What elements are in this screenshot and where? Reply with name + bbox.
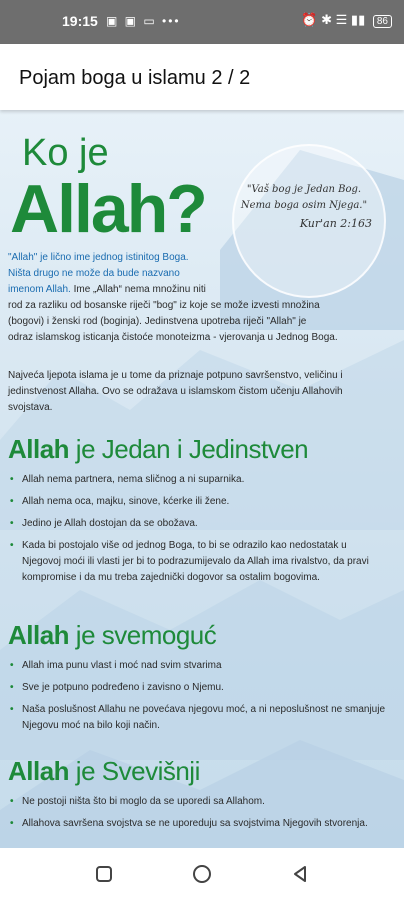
section-heading-rest: je Jedan i Jedinstven [69,434,309,464]
heading-allah: Allah? [10,171,206,247]
system-icons [301,12,392,28]
section-heading-jedan [8,434,308,465]
intro-text-6: odraz islamskog isticanja čistoće monoteizma - vjerovanja u Jednog Boga. [8,332,338,343]
section-heading-bold: Allah [8,756,70,786]
section-heading-bold: Allah [8,434,70,464]
section-list-svevisnji [8,794,388,838]
home-circle-icon[interactable] [190,862,214,886]
battery-icon: 86 [373,15,392,28]
beauty-paragraph: Najveća ljepota islama je u tome da priznaje potpuno savršenstvo, veličinu i jedinstvenost Allaha. Ovo se odražava u islamskom čistom učenju Allahovih svojstava. [8,370,343,413]
intro-paragraph [8,250,392,346]
heading-ko-je: Ko je [22,132,109,174]
list-item: • Allahova savršena svojstva se ne uporeduju sa svojstvima Njegovih stvorenja. [8,816,388,832]
status-time: 19:15 [62,13,98,29]
notification-icons: ▣ ▣ ▭ ••• [106,14,181,28]
back-triangle-icon[interactable] [288,862,312,886]
list-item: • Allah nema oca, majku, sinove, kćerke ili žene. [8,494,388,510]
intro-highlight-2: Ništa drugo ne može da bude nazvano [8,268,180,279]
quran-quote [236,182,372,232]
section-heading-rest: je Svevišnji [69,756,200,786]
recent-apps-square-icon[interactable] [92,862,116,886]
navigation-bar [0,848,404,900]
section-heading-rest: je svemoguć [69,620,217,650]
app-bar [0,44,404,110]
system-status-icons: ⏰ ✱ ☰ ▮▮ [301,12,366,27]
section-heading-svevisnji [8,756,200,787]
section-list-svemoguc [8,658,388,740]
list-item: • Ne postoji ništa što bi moglo da se uporedi sa Allahom. [8,794,388,810]
list-item: • Allah nema partnera, nema sličnog a ni suparnika. [8,472,388,488]
section-heading-bold: Allah [8,620,70,650]
intro-highlight-1: "Allah" je lično ime jednog istinitog Boga. [8,252,189,263]
intro-text-4: rod za razliku od bosanske riječi "bog" iz koje se može izvesti množina [8,300,320,311]
page-title: Pojam boga u islamu 2 / 2 [19,67,251,89]
quote-line-1: "Vaš bog je Jedan Bog. [246,184,362,195]
list-item: • Jedino je Allah dostojan da se obožava. [8,516,388,532]
quote-line-2: Nema boga osim Njega." [240,200,368,211]
intro-text-3: Ime „Allah“ nema množinu niti [70,284,206,295]
list-item: • Sve je potpuno podređeno i zavisno o Njemu. [8,680,388,696]
section-list-jedan [8,472,388,592]
list-item: • Allah ima punu vlast i moć nad svim stvarima [8,658,388,674]
list-item: • Kada bi postojalo više od jednog Boga, to bi se odrazilo kao nedostatak u Njegovoj moći ili vlasti jer bi to podrazumijevalo da Allah ima rivalstvo, da pravi kompromise i da mu treba zajednički dogovor sa ostalim bogovima. [8,538,388,586]
article-page[interactable] [0,110,404,848]
section-heading-svemoguc [8,620,216,651]
intro-text-5: (bogovi) i ženski rod (boginja). Jedinstvena upotreba riječi "Allah" je [8,316,307,327]
intro-highlight-3: imenom Allah. [8,284,71,295]
status-bar [0,0,404,44]
quote-reference: Kur'an 2:163 [299,217,372,230]
list-item: • Naša poslušnost Allahu ne povećava njegovu moć, a ni neposlušnost ne smanjuje Njegovu moć na bilo koji način. [8,702,388,734]
